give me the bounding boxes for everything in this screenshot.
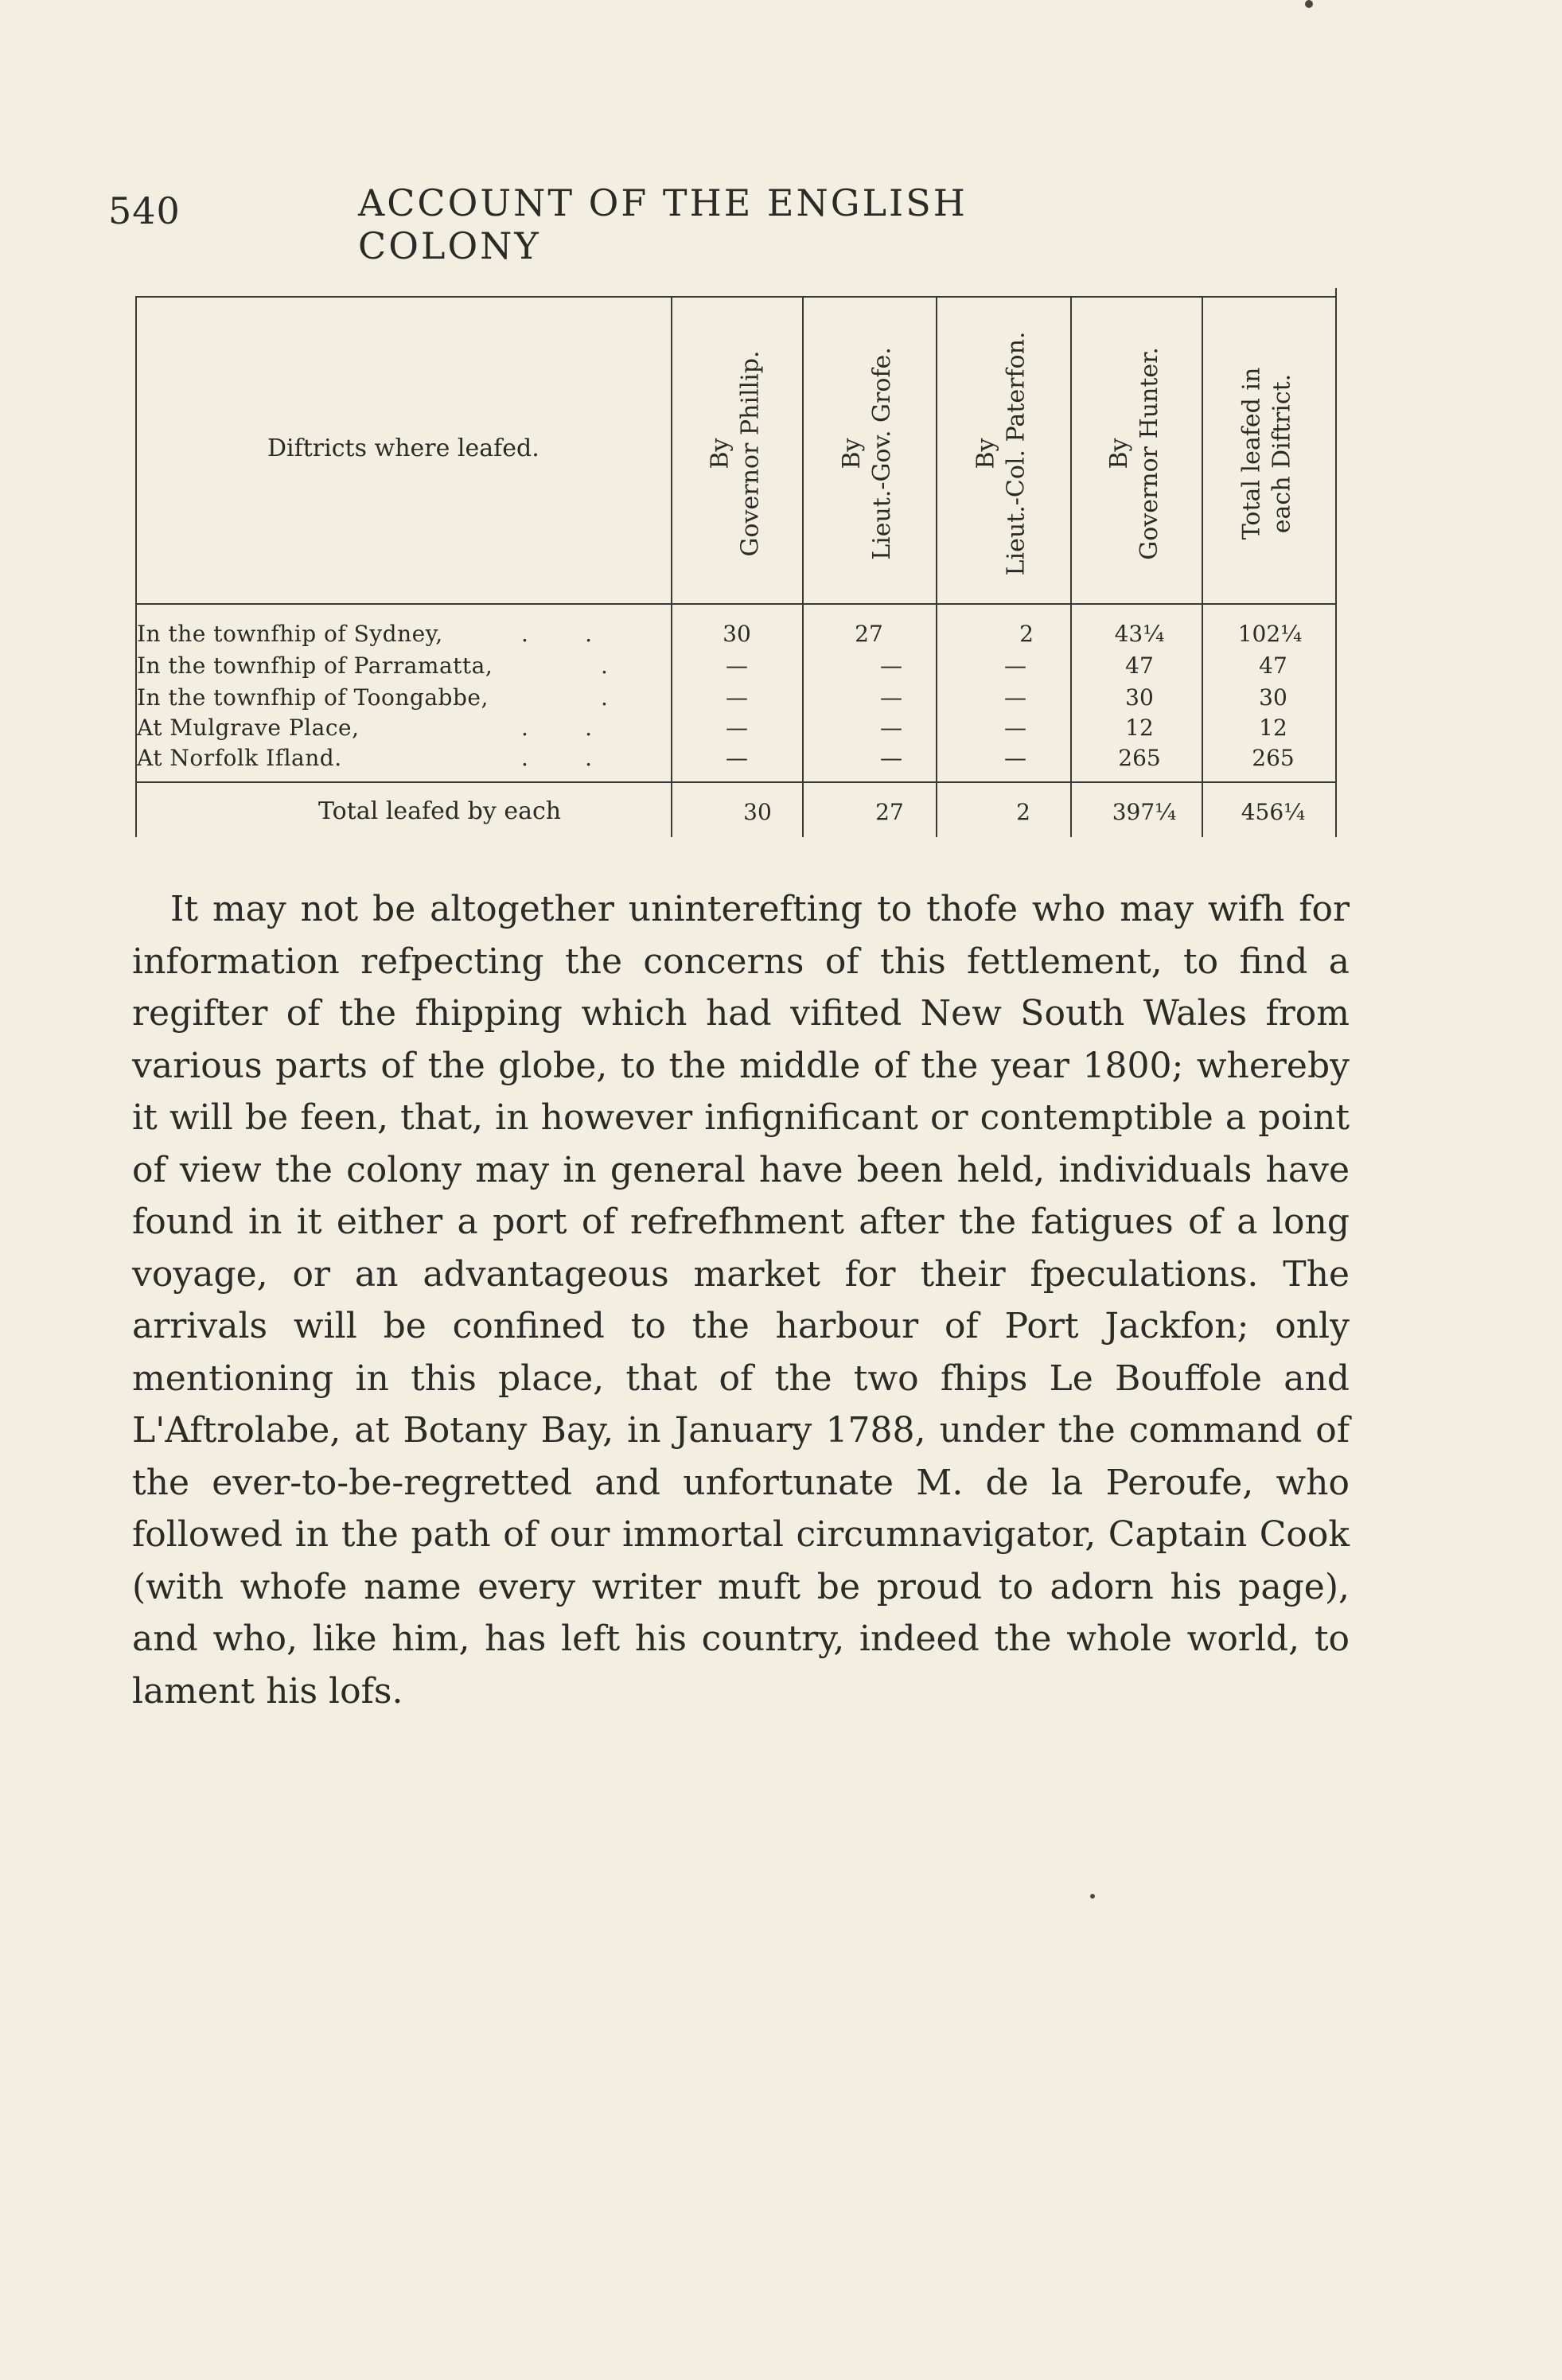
cell-value: 265: [1252, 745, 1295, 771]
cell-value: —: [726, 745, 748, 771]
cell-value: 30: [1125, 684, 1154, 711]
column-header-lieut-gov-grose: By Lieut.-Gov. Grofe.: [838, 347, 897, 560]
leader-dots: .: [601, 652, 608, 679]
leader-dots: . .: [521, 745, 593, 771]
cell-value: —: [726, 715, 748, 741]
cell-value: 2: [1019, 621, 1034, 647]
cell-value: —: [726, 652, 748, 679]
total-value: 30: [743, 799, 772, 825]
body-paragraph: [132, 883, 1350, 1717]
ink-speck: [1090, 1894, 1095, 1899]
leader-dots: .: [601, 684, 608, 711]
table-right-rule: [1335, 288, 1337, 837]
cell-value: 27: [855, 621, 883, 647]
cell-value: —: [880, 745, 902, 771]
table-col-rule: [802, 296, 804, 837]
cell-value: 30: [1259, 684, 1287, 711]
cell-value: 12: [1259, 715, 1287, 741]
cell-value: —: [880, 715, 902, 741]
table-body-rule: [135, 781, 1337, 783]
row-label-parramatta: In the townfhip of Parramatta,: [137, 652, 493, 679]
column-header-governor-phillip: By Governor Phillip.: [706, 350, 764, 557]
cell-value: 47: [1125, 652, 1154, 679]
cell-value: 265: [1118, 745, 1161, 771]
column-header-governor-hunter: By Governor Hunter.: [1105, 347, 1163, 560]
leader-dots: . .: [521, 621, 593, 647]
stub-header: Diftricts where leafed.: [267, 434, 539, 462]
page-number: 540: [108, 189, 181, 232]
leader-dots: . .: [521, 715, 593, 741]
table-col-rule: [1070, 296, 1072, 837]
row-label-norfolk: At Norfolk Ifland.: [137, 745, 342, 771]
column-header-lieut-col-paterson: By Lieut.-Col. Paterfon.: [972, 331, 1030, 576]
cell-value: —: [880, 684, 902, 711]
cell-value: —: [1004, 652, 1026, 679]
cell-value: 43¼: [1114, 621, 1165, 647]
cell-value: —: [726, 684, 748, 711]
cell-value: 47: [1259, 652, 1287, 679]
cell-value: —: [1004, 715, 1026, 741]
table-col-rule: [671, 296, 672, 837]
cell-value: 30: [723, 621, 751, 647]
total-value: 397¼: [1112, 799, 1177, 825]
cell-value: 102¼: [1237, 621, 1303, 647]
running-head: ACCOUNT OF THE ENGLISH COLONY: [358, 181, 968, 267]
total-value: 456¼: [1241, 799, 1306, 825]
total-value: 27: [875, 799, 904, 825]
total-value: 2: [1016, 799, 1030, 825]
column-header-total-leased: Total leafed in each Diftrict.: [1237, 367, 1295, 540]
total-label: Total leafed by each: [318, 797, 562, 825]
cell-value: 12: [1125, 715, 1154, 741]
cell-value: —: [1004, 684, 1026, 711]
row-label-toongabbe: In the townfhip of Toongabbe,: [137, 684, 489, 711]
table-col-rule: [1202, 296, 1203, 837]
ink-speck: [1305, 0, 1313, 8]
row-label-mulgrave: At Mulgrave Place,: [137, 715, 360, 741]
row-label-sydney: In the townfhip of Sydney,: [137, 621, 443, 647]
cell-value: —: [1004, 745, 1026, 771]
cell-value: —: [880, 652, 902, 679]
paragraph-text: It may not be altogether uninterefting to thofe who may wifh for information refpecting the concerns of this fettlement, to find a regifter of the fhipping which had vifited New South Wales from various parts of the globe, to the middle of the year 1800; whereby it will be feen, that, in however infignificant or contemptible a point of view the colony may in general have been held, individuals have found in it either a port of refrefhment after the fatigues of a long voyage, or an advantageous market for their fpeculations. The arrivals will be confined to the harbour of Port Jackfon; only mentioning in this place, that of the two fhips Le Bouffole and L'Aftrolabe, at Botany Bay, in January 1788, under the command of the ever-to-be-regretted and unfortunate M. de la Peroufe, who followed in the path of our immortal circumnavigator, Captain Cook (with whofe name every writer muft be proud to adorn his page), and who, like him, has left his country, indeed the whole world, to lament his lofs.: [132, 889, 1350, 1712]
table-top-rule: [135, 296, 1337, 298]
